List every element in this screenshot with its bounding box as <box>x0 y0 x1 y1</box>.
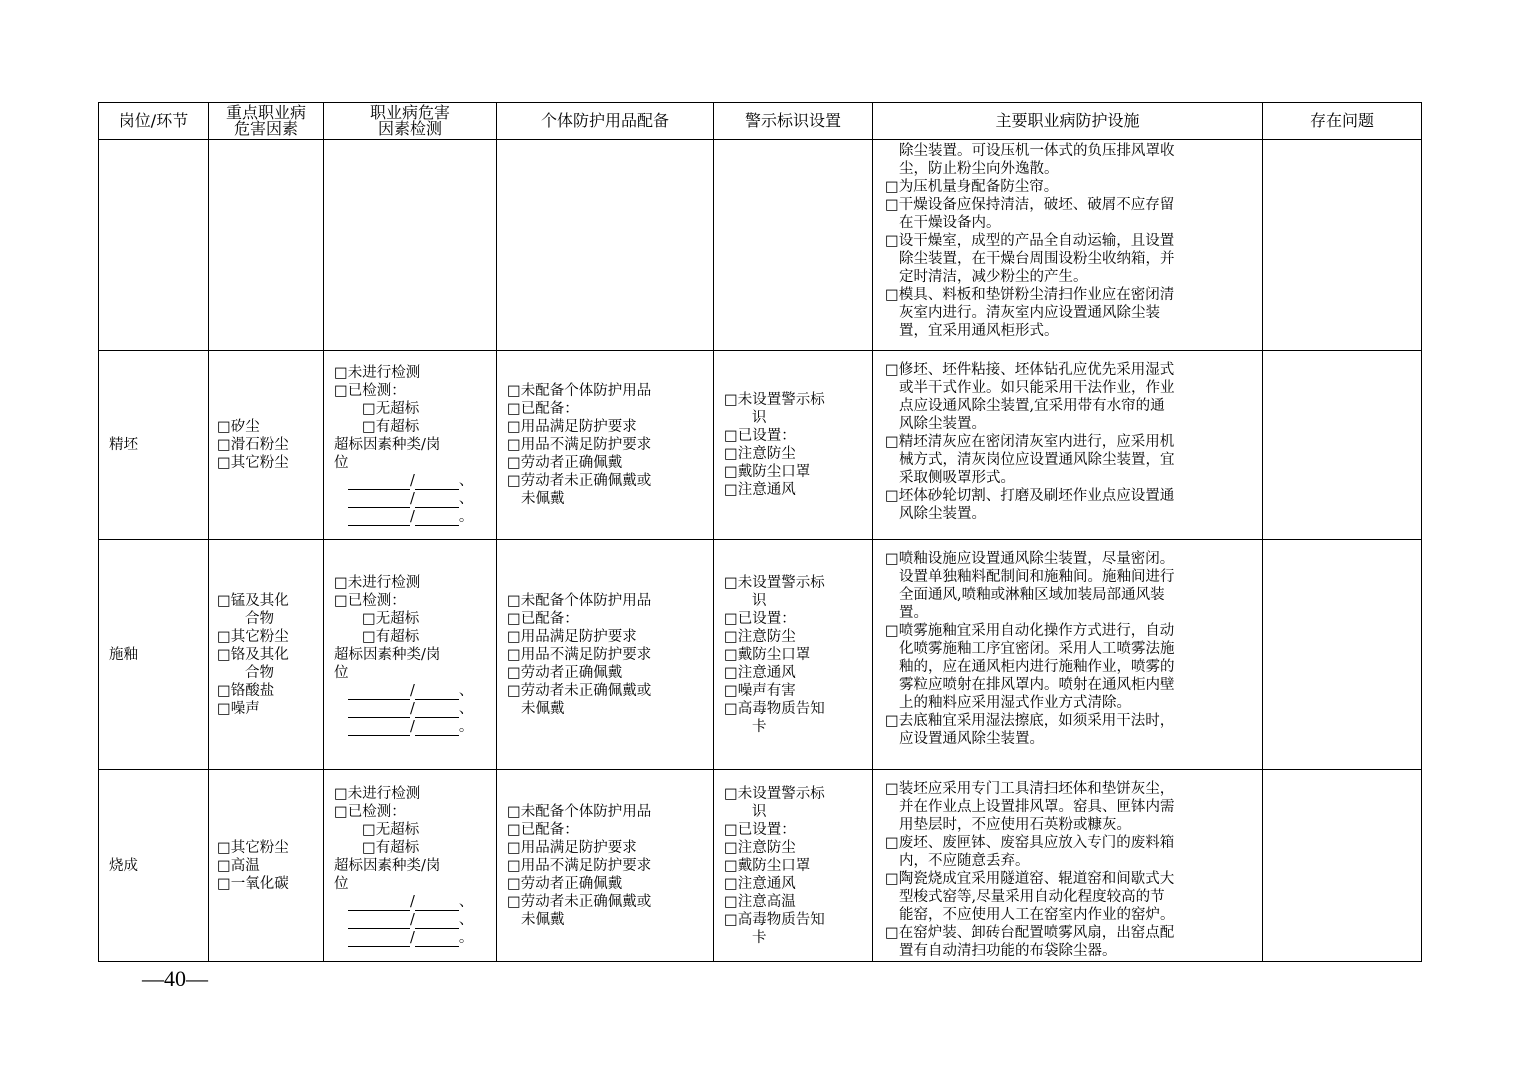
ppe-option: □劳动者未正确佩戴或 <box>507 682 652 699</box>
tested-option: □已检测： <box>334 383 406 399</box>
blank-field <box>415 476 459 490</box>
page-number: —40— <box>142 966 208 991</box>
post-name: 烧成 <box>109 857 138 874</box>
cell-signs <box>714 351 873 540</box>
ppe-option: 未佩戴 <box>521 700 565 717</box>
table-row <box>99 770 1422 962</box>
table-cell <box>714 140 873 351</box>
facility-line: 并在作业点上设置排风罩。窑具、匣钵内需 <box>899 799 1175 815</box>
blank-slash: / <box>410 700 415 717</box>
cell-facilities <box>873 351 1263 540</box>
facility-line: 置有自动清扫功能的布袋除尘器。 <box>899 943 1117 959</box>
hazard-item: 合物 <box>245 664 274 681</box>
measure-blank-line <box>334 508 496 526</box>
blank-separator: 、 <box>458 911 474 928</box>
facility-line: □模具、料板和垫饼粉尘清扫作业应在密闭清 <box>885 287 1175 303</box>
exceed-type-label: 超标因素种类/岗 <box>334 437 441 453</box>
sign-item: □已设置： <box>724 428 796 444</box>
facility-line: □修坯、坯件粘接、坯体钻孔应优先采用湿式 <box>885 362 1175 378</box>
header-row <box>99 103 1422 140</box>
cell-facilities <box>873 770 1263 962</box>
facility-line: 置。 <box>899 605 928 621</box>
cell-post <box>99 770 209 962</box>
sign-item: □注意防尘 <box>724 839 796 856</box>
cell-testing <box>324 540 497 770</box>
exceed-type-label: 位 <box>334 664 349 681</box>
measure-blank-line <box>334 472 496 490</box>
no-exceed-option: □无超标 <box>362 401 420 417</box>
facility-line: 定时清洁，减少粉尘的产生。 <box>899 269 1088 285</box>
hazard-item: □锰及其化 <box>217 592 289 609</box>
table-cell <box>497 140 714 351</box>
cell-problems <box>1263 770 1422 962</box>
measure-blank-line <box>334 893 496 911</box>
blank-slash: / <box>410 682 415 699</box>
blank-field <box>348 704 410 718</box>
hazard-item: □铬及其化 <box>217 646 289 663</box>
cell-hazards <box>209 540 324 770</box>
blank-field <box>348 494 410 508</box>
no-exceed-option: □无超标 <box>362 821 420 838</box>
blank-slash: / <box>410 509 415 525</box>
cell-ppe <box>497 351 714 540</box>
ppe-option: □劳动者正确佩戴 <box>507 875 623 892</box>
facility-line: 在干燥设备内。 <box>899 215 1001 231</box>
no-exceed-option: □无超标 <box>362 610 420 627</box>
header-testing: 职业病危害 因素检测 <box>324 103 497 140</box>
sign-item: □注意通风 <box>724 664 796 681</box>
hazard-item: □滑石粉尘 <box>217 437 289 453</box>
blank-separator: 、 <box>458 700 474 717</box>
facility-line: 除尘装置。可设压机一体式的负压排风罩收 <box>899 143 1175 159</box>
blank-separator: 、 <box>458 682 474 699</box>
blank-field <box>415 494 459 508</box>
post-name: 精坯 <box>109 437 138 453</box>
not-tested-option: □未进行检测 <box>334 574 421 591</box>
exceed-option: □有超标 <box>362 839 420 856</box>
facility-line: 置，宜采用通风柜形式。 <box>899 323 1059 339</box>
sign-item: □未设置警示标 <box>724 574 825 591</box>
blank-field <box>348 897 410 911</box>
blank-separator: 。 <box>458 718 474 735</box>
header-post: 岗位/环节 <box>99 103 209 140</box>
blank-separator: 。 <box>458 929 474 946</box>
ppe-option: □已配备： <box>507 821 579 838</box>
sign-item: □未设置警示标 <box>724 392 825 408</box>
sign-item: □注意防尘 <box>724 446 796 462</box>
inspection-table <box>98 102 1422 962</box>
facility-line: 用垫层时，不应使用石英粉或糠灰。 <box>899 817 1131 833</box>
measure-blank-line <box>334 929 496 947</box>
cell-problems <box>1263 540 1422 770</box>
table-cell <box>324 140 497 351</box>
facility-line: □精坯清灰应在密闭清灰室内进行，应采用机 <box>885 434 1175 450</box>
facility-line: □喷釉设施应设置通风除尘装置，尽量密闭。 <box>885 551 1175 567</box>
table-row <box>99 540 1422 770</box>
sign-item: □高毒物质告知 <box>724 911 825 928</box>
ppe-option: □用品不满足防护要求 <box>507 857 652 874</box>
ppe-option: □劳动者正确佩戴 <box>507 664 623 681</box>
table-cell <box>209 140 324 351</box>
facility-line: □在窑炉装、卸砖台配置喷雾风扇，出窑点配 <box>885 925 1175 941</box>
facility-line: 应设置通风除尘装置。 <box>899 731 1044 747</box>
exceed-type-label: 超标因素种类/岗 <box>334 646 441 663</box>
facility-line: 风除尘装置。 <box>899 416 986 432</box>
sign-item: 卡 <box>752 718 767 735</box>
facility-line: 能窑，不应使用人工在窑室内作业的窑炉。 <box>899 907 1175 923</box>
sign-item: □已设置： <box>724 821 796 838</box>
ppe-option: □已配备： <box>507 401 579 417</box>
measure-blank-line <box>334 718 496 736</box>
facility-line: 釉的，应在通风柜内进行施釉作业，喷雾的 <box>899 659 1175 675</box>
sign-item: □戴防尘口罩 <box>724 464 811 480</box>
cell-testing <box>324 351 497 540</box>
not-tested-option: □未进行检测 <box>334 365 421 381</box>
measure-blank-line <box>334 700 496 718</box>
hazard-item: □其它粉尘 <box>217 628 289 645</box>
blank-field <box>348 686 410 700</box>
blank-field <box>415 915 459 929</box>
facility-line: 化喷雾施釉工序宜密闭。采用人工喷雾法施 <box>899 641 1175 657</box>
sign-item: □噪声有害 <box>724 682 796 699</box>
facility-line: □去底釉宜采用湿法擦底，如须采用干法时， <box>885 713 1175 729</box>
facility-line: □陶瓷烧成宜采用隧道窑、辊道窑和间歇式大 <box>885 871 1175 887</box>
blank-field <box>348 915 410 929</box>
cell-signs <box>714 770 873 962</box>
cell-ppe <box>497 540 714 770</box>
not-tested-option: □未进行检测 <box>334 785 421 802</box>
blank-separator: 、 <box>458 893 474 910</box>
ppe-option: □劳动者未正确佩戴或 <box>507 473 652 489</box>
blank-field <box>415 686 459 700</box>
table-row <box>99 351 1422 540</box>
blank-separator: 、 <box>458 473 474 489</box>
hazard-item: □噪声 <box>217 700 260 717</box>
ppe-option: □用品满足防护要求 <box>507 628 637 645</box>
exceed-type-label: 位 <box>334 875 349 892</box>
header-problems: 存在问题 <box>1263 103 1422 140</box>
facility-line: 点应设通风除尘装置,宜采用带有水帘的通 <box>899 398 1165 414</box>
cell-post <box>99 540 209 770</box>
exceed-option: □有超标 <box>362 628 420 645</box>
cell-hazards <box>209 351 324 540</box>
blank-slash: / <box>410 911 415 928</box>
facility-line: 械方式，清灰岗位应设置通风除尘装置，宜 <box>899 452 1175 468</box>
facility-line: □坯体砂轮切割、打磨及刷坯作业点应设置通 <box>885 488 1175 504</box>
facility-line: □装坯应采用专门工具清扫坯体和垫饼灰尘， <box>885 781 1175 797</box>
table-row-continuation <box>99 140 1422 351</box>
cell-hazards <box>209 770 324 962</box>
cell-ppe <box>497 770 714 962</box>
ppe-option: □未配备个体防护用品 <box>507 803 652 820</box>
hazard-item: □其它粉尘 <box>217 455 289 471</box>
ppe-option: 未佩戴 <box>521 911 565 928</box>
exceed-type-label: 超标因素种类/岗 <box>334 857 441 874</box>
table-cell <box>1263 140 1422 351</box>
ppe-option: □用品不满足防护要求 <box>507 437 652 453</box>
ppe-option: □劳动者未正确佩戴或 <box>507 893 652 910</box>
facility-line: 灰室内进行。清灰室内应设置通风除尘装 <box>899 305 1160 321</box>
ppe-option: 未佩戴 <box>521 491 565 507</box>
blank-field <box>415 933 459 947</box>
ppe-option: □用品满足防护要求 <box>507 839 637 856</box>
facility-line: 设置单独釉料配制间和施釉间。施釉间进行 <box>899 569 1175 585</box>
hazard-item: □铬酸盐 <box>217 682 275 699</box>
tested-option: □已检测： <box>334 803 406 820</box>
header-ppe: 个体防护用品配备 <box>497 103 714 140</box>
sign-item: □已设置： <box>724 610 796 627</box>
hazard-item: □一氧化碳 <box>217 875 289 892</box>
header-hazard: 重点职业病 危害因素 <box>209 103 324 140</box>
facility-line: 风除尘装置。 <box>899 506 986 522</box>
facility-line: 型梭式窑等,尽量采用自动化程度较高的节 <box>899 889 1165 905</box>
exceed-type-label: 位 <box>334 455 349 471</box>
blank-field <box>415 512 459 526</box>
sign-item: □注意防尘 <box>724 628 796 645</box>
cell-post <box>99 351 209 540</box>
table-cell <box>873 140 1263 351</box>
sign-item: 识 <box>752 803 767 820</box>
ppe-option: □未配备个体防护用品 <box>507 592 652 609</box>
ppe-option: □用品满足防护要求 <box>507 419 637 435</box>
sign-item: □高毒物质告知 <box>724 700 825 717</box>
sign-item: □戴防尘口罩 <box>724 646 811 663</box>
hazard-item: 合物 <box>245 610 274 627</box>
blank-field <box>415 897 459 911</box>
facility-line: □废坯、废匣钵、废窑具应放入专门的废料箱 <box>885 835 1175 851</box>
hazard-item: □其它粉尘 <box>217 839 289 856</box>
blank-slash: / <box>410 473 415 489</box>
sign-item: 卡 <box>752 929 767 946</box>
blank-field <box>415 704 459 718</box>
facility-line: □为压机量身配备防尘帘。 <box>885 179 1059 195</box>
blank-field <box>348 512 410 526</box>
exceed-option: □有超标 <box>362 419 420 435</box>
hazard-item: □矽尘 <box>217 419 260 435</box>
header-facilities: 主要职业病防护设施 <box>873 103 1263 140</box>
blank-slash: / <box>410 491 415 507</box>
cell-testing <box>324 770 497 962</box>
table-cell <box>99 140 209 351</box>
facility-line: 或半干式作业。如只能采用干法作业，作业 <box>899 380 1175 396</box>
facility-line: 除尘装置，在干燥台周围设粉尘收纳箱，并 <box>899 251 1175 267</box>
sign-item: 识 <box>752 592 767 609</box>
post-name: 施釉 <box>109 646 138 663</box>
facility-line: 雾粒应喷射在排风罩内。喷射在通风柜内壁 <box>899 677 1175 693</box>
blank-separator: 。 <box>458 509 474 525</box>
facility-line: □干燥设备应保持清洁，破坯、破屑不应存留 <box>885 197 1175 213</box>
facility-line: 内，不应随意丢弃。 <box>899 853 1030 869</box>
ppe-option: □用品不满足防护要求 <box>507 646 652 663</box>
measure-blank-line <box>334 490 496 508</box>
facility-line: 上的釉料应采用湿式作业方式清除。 <box>899 695 1131 711</box>
facility-line: 采取侧吸罩形式。 <box>899 470 1015 486</box>
measure-blank-line <box>334 911 496 929</box>
facility-line: 尘，防止粉尘向外逸散。 <box>899 161 1059 177</box>
sign-item: □注意高温 <box>724 893 796 910</box>
ppe-option: □未配备个体防护用品 <box>507 383 652 399</box>
ppe-option: □劳动者正确佩戴 <box>507 455 623 471</box>
tested-option: □已检测： <box>334 592 406 609</box>
facility-line: 全面通风,喷釉或淋釉区域加装局部通风装 <box>899 587 1165 603</box>
blank-slash: / <box>410 718 415 735</box>
blank-field <box>415 722 459 736</box>
blank-slash: / <box>410 929 415 946</box>
cell-facilities <box>873 540 1263 770</box>
sign-item: □注意通风 <box>724 875 796 892</box>
header-signs: 警示标识设置 <box>714 103 873 140</box>
cell-problems <box>1263 351 1422 540</box>
blank-separator: 、 <box>458 491 474 507</box>
sign-item: □注意通风 <box>724 482 796 498</box>
hazard-item: □高温 <box>217 857 260 874</box>
sign-item: □戴防尘口罩 <box>724 857 811 874</box>
ppe-option: □已配备： <box>507 610 579 627</box>
facility-line: □设干燥室，成型的产品全自动运输，且设置 <box>885 233 1175 249</box>
sign-item: 识 <box>752 410 767 426</box>
measure-blank-line <box>334 682 496 700</box>
cell-signs <box>714 540 873 770</box>
blank-field <box>348 722 410 736</box>
blank-slash: / <box>410 893 415 910</box>
facility-line: □喷雾施釉宜采用自动化操作方式进行，自动 <box>885 623 1175 639</box>
sign-item: □未设置警示标 <box>724 785 825 802</box>
blank-field <box>348 933 410 947</box>
blank-field <box>348 476 410 490</box>
